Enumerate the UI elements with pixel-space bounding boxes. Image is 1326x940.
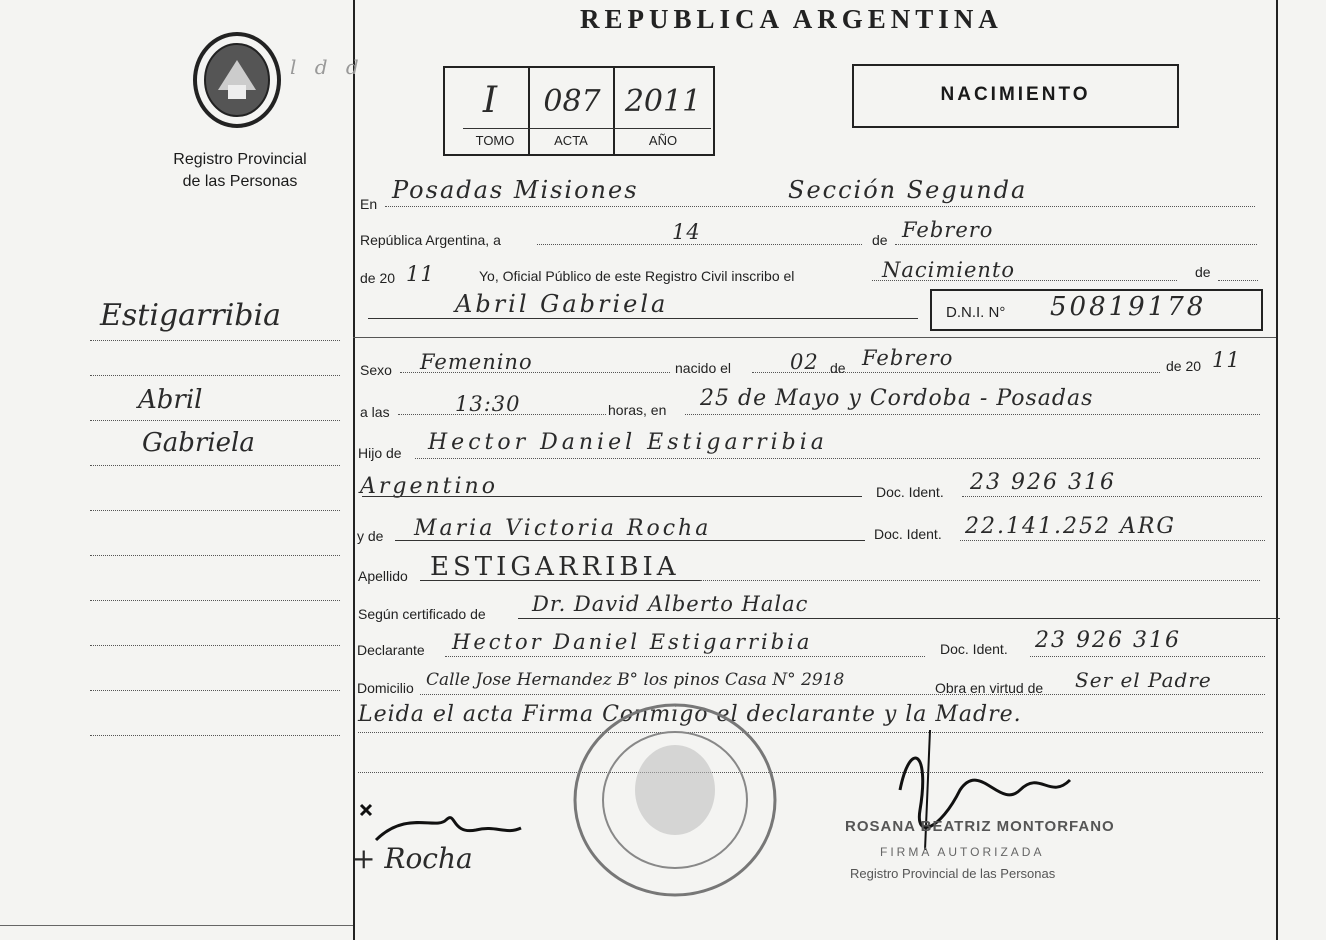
tomo-label: TOMO xyxy=(475,133,515,148)
surname-dots xyxy=(700,580,1260,581)
obra-label: Obra en virtud de xyxy=(935,680,1044,696)
oficial-text: Yo, Oficial Público de este Registro Civil inscribo el xyxy=(479,268,795,284)
registry-name-2: de las Personas xyxy=(182,173,298,190)
dni-value: 50819178 xyxy=(1050,292,1207,322)
sexo-value: Femenino xyxy=(420,350,533,374)
declarante-doc: 23 926 316 xyxy=(1035,628,1181,653)
section-separator xyxy=(353,337,1276,338)
margin-line-1 xyxy=(90,340,340,341)
tomo-value: I xyxy=(482,80,498,121)
margin-line-10 xyxy=(90,735,340,736)
margin-line-7 xyxy=(90,600,340,601)
hijo-label: Hijo de xyxy=(358,445,402,461)
act-inscribed: Nacimiento xyxy=(882,258,1016,282)
registry-name-1: Registro Provincial xyxy=(173,151,307,168)
declarante-line xyxy=(445,656,925,657)
margin-line-3 xyxy=(90,420,340,421)
surname-value: ESTIGARRIBIA xyxy=(430,552,680,582)
leida-text: Leida el acta Firma Conmigo el declarante y la Madre. xyxy=(358,702,1022,727)
margin-line-2 xyxy=(90,375,340,376)
sexo-label: Sexo xyxy=(360,362,392,378)
names-line xyxy=(368,318,918,319)
country-title: REPUBLICA ARGENTINA xyxy=(580,4,1003,34)
de2-label: de xyxy=(1195,264,1211,280)
leida-line-2 xyxy=(358,772,1263,773)
day-line xyxy=(537,244,862,245)
record-label-line xyxy=(463,128,711,129)
sexo-line xyxy=(400,372,670,373)
place-value: Posadas Misiones xyxy=(392,176,639,204)
right-margin-line xyxy=(1276,0,1278,940)
de3-label: de xyxy=(830,360,846,376)
margin-line-5 xyxy=(90,510,340,511)
declarante-name: Hector Daniel Estigarribia xyxy=(452,630,813,654)
birth-line xyxy=(752,372,1160,373)
mother-doc-label: Doc. Ident. xyxy=(874,526,942,542)
father-doc-label: Doc. Ident. xyxy=(876,484,944,500)
margin-line-9 xyxy=(90,690,340,691)
section-value: Sección Segunda xyxy=(788,176,1028,204)
birth-year-suffix: 11 xyxy=(1212,348,1241,372)
birth-year-prefix: de 20 xyxy=(1166,358,1202,374)
obra-value: Ser el Padre xyxy=(1075,668,1212,692)
anio-label: AÑO xyxy=(648,133,678,148)
birth-day: 02 xyxy=(790,350,819,374)
doctor-line xyxy=(518,618,1280,619)
father-doc: 23 926 316 xyxy=(970,470,1116,495)
margin-line-6 xyxy=(90,555,340,556)
declarante-doc-label: Doc. Ident. xyxy=(940,641,1008,657)
mother-doc-line xyxy=(960,540,1265,541)
act-type: NACIMIENTO xyxy=(940,84,1091,105)
margin-line-8 xyxy=(90,645,340,646)
margin-given-2: Gabriela xyxy=(142,428,255,458)
left-margin-line xyxy=(353,0,355,940)
birth-place-line xyxy=(685,414,1260,415)
apellido-label: Apellido xyxy=(358,568,408,584)
month-line xyxy=(895,244,1257,245)
hour-value: 13:30 xyxy=(455,392,521,416)
yde-label: y de xyxy=(357,528,384,544)
marginal-ref: l d d xyxy=(290,55,365,79)
year-suffix: 11 xyxy=(406,262,435,286)
nationality-line xyxy=(362,496,862,497)
child-names: Abril Gabriela xyxy=(455,290,669,318)
surname-line xyxy=(420,580,700,581)
father-doc-line xyxy=(962,496,1262,497)
month-value: Febrero xyxy=(902,218,994,242)
acta-label: ACTA xyxy=(554,133,588,148)
day-value: 14 xyxy=(672,220,701,244)
official-stamp-icon xyxy=(570,700,780,900)
leida-line-1 xyxy=(358,732,1263,733)
place-line xyxy=(385,206,1255,207)
margin-given-1: Abril xyxy=(138,385,203,415)
mother-signature: + Rocha xyxy=(352,842,473,875)
birth-month: Febrero xyxy=(862,346,954,370)
certificado-label: Según certificado de xyxy=(358,606,486,622)
domicilio-value: Calle Jose Hernandez B° los pinos Casa N° 2918 xyxy=(426,670,845,690)
alas-label: a las xyxy=(360,404,390,420)
nacido-label: nacido el xyxy=(675,360,732,376)
mother-doc: 22.141.252 ARG xyxy=(965,514,1176,539)
domicilio-line xyxy=(420,694,1265,695)
official-title: FIRMA AUTORIZADA xyxy=(880,845,1045,859)
declarante-doc-line xyxy=(1030,656,1265,657)
year-prefix: de 20 xyxy=(360,270,396,286)
act-line xyxy=(872,280,1177,281)
birth-place: 25 de Mayo y Cordoba - Posadas xyxy=(700,386,1094,411)
margin-line-4 xyxy=(90,465,340,466)
domicilio-label: Domicilio xyxy=(357,680,414,696)
hour-line xyxy=(398,414,606,415)
anio-value: 2011 xyxy=(624,84,702,119)
father-line xyxy=(415,458,1260,459)
margin-surname: Estigarribia xyxy=(100,298,281,333)
mother-name: Maria Victoria Rocha xyxy=(414,516,712,541)
official-org: Registro Provincial de las Personas xyxy=(850,866,1056,881)
acta-value: 087 xyxy=(543,84,601,119)
de-label: de xyxy=(872,232,888,248)
en-label: En xyxy=(360,196,378,212)
bottom-line xyxy=(0,925,353,926)
mother-line xyxy=(395,540,865,541)
dni-label: D.N.I. N° xyxy=(946,304,1006,321)
father-nationality: Argentino xyxy=(360,474,498,499)
republica-label: República Argentina, a xyxy=(360,232,501,248)
declarante-label: Declarante xyxy=(357,642,425,658)
de2-line xyxy=(1218,280,1258,281)
official-name: ROSANA BEATRIZ MONTORFANO xyxy=(845,818,1115,835)
provincial-seal-icon xyxy=(190,30,285,130)
father-name: Hector Daniel Estigarribia xyxy=(428,430,828,455)
doctor-name: Dr. David Alberto Halac xyxy=(532,592,809,616)
horas-en-label: horas, en xyxy=(608,402,667,418)
